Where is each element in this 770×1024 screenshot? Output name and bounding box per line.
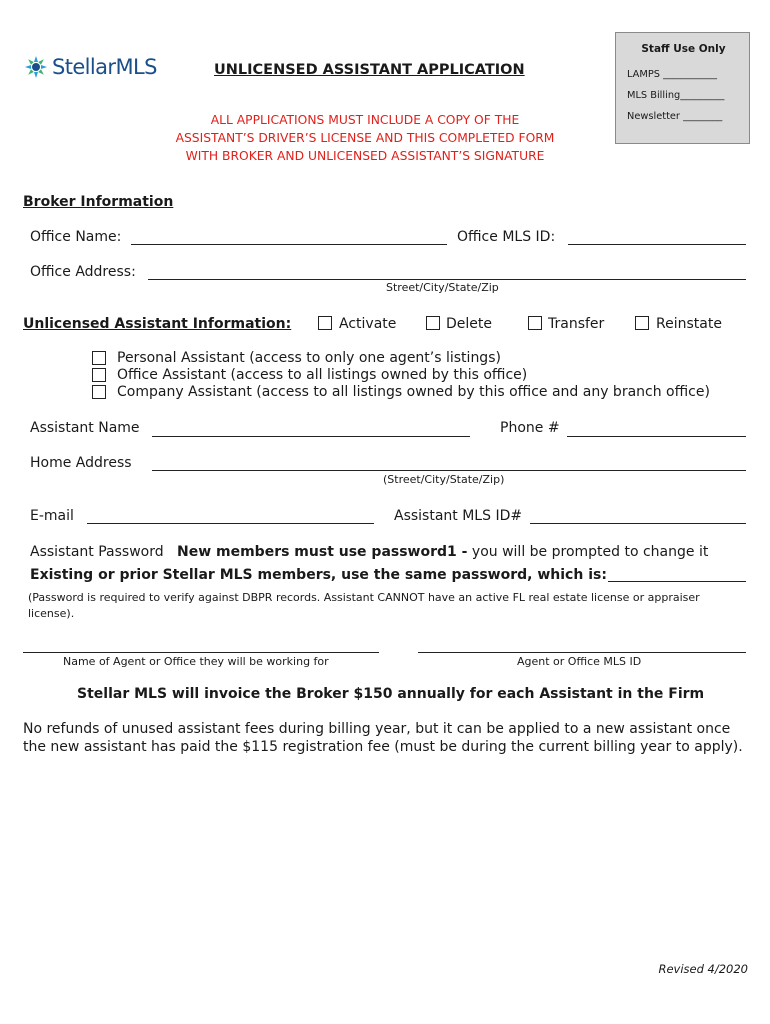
existing-password-field[interactable] bbox=[608, 581, 746, 582]
form-title: UNLICENSED ASSISTANT APPLICATION bbox=[214, 62, 525, 78]
password-note bbox=[28, 590, 700, 622]
company-assistant-checkbox[interactable] bbox=[92, 385, 106, 399]
delete-checkbox[interactable] bbox=[426, 316, 440, 330]
office-address-hint: Street/City/State/Zip bbox=[386, 281, 499, 294]
office-address-label: Office Address: bbox=[30, 264, 136, 280]
home-address-label: Home Address bbox=[30, 455, 132, 471]
phone-field[interactable] bbox=[567, 436, 746, 437]
assistant-name-field[interactable] bbox=[152, 436, 470, 437]
agent-office-mls-id-field[interactable] bbox=[418, 652, 746, 653]
home-address-hint: (Street/City/State/Zip) bbox=[383, 473, 505, 486]
logo-text: StellarMLS bbox=[52, 55, 157, 79]
refund-line: the new assistant has paid the $115 registration fee (must be during the current billing year to apply). bbox=[23, 739, 743, 755]
office-assistant-label: Office Assistant (access to all listings owned by this office) bbox=[117, 367, 528, 383]
activate-label: Activate bbox=[339, 316, 397, 332]
stellar-mls-logo bbox=[24, 52, 157, 82]
refund-line: No refunds of unused assistant fees during billing year, but it can be applied to a new assistant once bbox=[23, 721, 731, 737]
assistant-mls-id-field[interactable] bbox=[530, 523, 746, 524]
home-address-field[interactable] bbox=[152, 470, 746, 471]
office-mls-id-field[interactable] bbox=[568, 244, 746, 245]
existing-member-text: Existing or prior Stellar MLS members, use the same password, which is: bbox=[30, 567, 607, 583]
refund-policy bbox=[23, 720, 743, 756]
staff-row-mls-billing: MLS Billing_________ bbox=[627, 90, 725, 101]
transfer-label: Transfer bbox=[548, 316, 605, 332]
activate-checkbox[interactable] bbox=[318, 316, 332, 330]
notice-line: WITH BROKER AND UNLICENSED ASSISTANT’S SIGNATURE bbox=[185, 149, 545, 163]
office-name-field[interactable] bbox=[131, 244, 447, 245]
delete-label: Delete bbox=[446, 316, 492, 332]
agent-office-mls-id-label: Agent or Office MLS ID bbox=[517, 655, 642, 668]
star-burst-icon bbox=[24, 55, 48, 79]
reinstate-checkbox[interactable] bbox=[635, 316, 649, 330]
password-instruction-rest: you will be prompted to change it bbox=[467, 544, 709, 560]
office-address-field[interactable] bbox=[148, 279, 746, 280]
office-name-label: Office Name: bbox=[30, 229, 122, 245]
password-line bbox=[30, 544, 708, 560]
staff-row-lamps: LAMPS ___________ bbox=[627, 69, 717, 80]
personal-assistant-checkbox[interactable] bbox=[92, 351, 106, 365]
password-note-line: (Password is required to verify against DBPR records. Assistant CANNOT have an active FL real estate license or appraiser bbox=[28, 591, 700, 604]
staff-row-newsletter: Newsletter ________ bbox=[627, 111, 723, 122]
transfer-checkbox[interactable] bbox=[528, 316, 542, 330]
assistant-info-heading: Unlicensed Assistant Information: bbox=[23, 316, 292, 332]
company-assistant-label: Company Assistant (access to all listings owned by this office and any branch office) bbox=[117, 384, 710, 400]
requirements-notice bbox=[150, 111, 580, 165]
email-field[interactable] bbox=[87, 523, 374, 524]
personal-assistant-label: Personal Assistant (access to only one agent’s listings) bbox=[117, 350, 501, 366]
password-instruction: New members must use password1 - bbox=[176, 544, 468, 560]
office-assistant-checkbox[interactable] bbox=[92, 368, 106, 382]
staff-use-box bbox=[615, 32, 750, 144]
notice-line: ALL APPLICATIONS MUST INCLUDE A COPY OF THE bbox=[210, 113, 520, 127]
office-mls-id-label: Office MLS ID: bbox=[457, 229, 556, 245]
notice-line: ASSISTANT’S DRIVER’S LICENSE AND THIS COMPLETED FORM bbox=[175, 131, 555, 145]
staff-box-title: Staff Use Only bbox=[641, 43, 726, 55]
agent-office-name-label: Name of Agent or Office they will be working for bbox=[63, 655, 329, 668]
agent-office-name-field[interactable] bbox=[23, 652, 379, 653]
phone-label: Phone # bbox=[500, 420, 560, 436]
email-label: E-mail bbox=[30, 508, 74, 524]
invoice-statement: Stellar MLS will invoice the Broker $150 annually for each Assistant in the Firm bbox=[77, 686, 705, 702]
password-note-line: license). bbox=[28, 607, 75, 620]
assistant-mls-id-label: Assistant MLS ID# bbox=[394, 508, 523, 524]
revision-date: Revised 4/2020 bbox=[658, 962, 748, 976]
reinstate-label: Reinstate bbox=[656, 316, 722, 332]
password-label: Assistant Password bbox=[30, 544, 164, 560]
assistant-name-label: Assistant Name bbox=[30, 420, 140, 436]
broker-info-heading: Broker Information bbox=[23, 194, 174, 210]
